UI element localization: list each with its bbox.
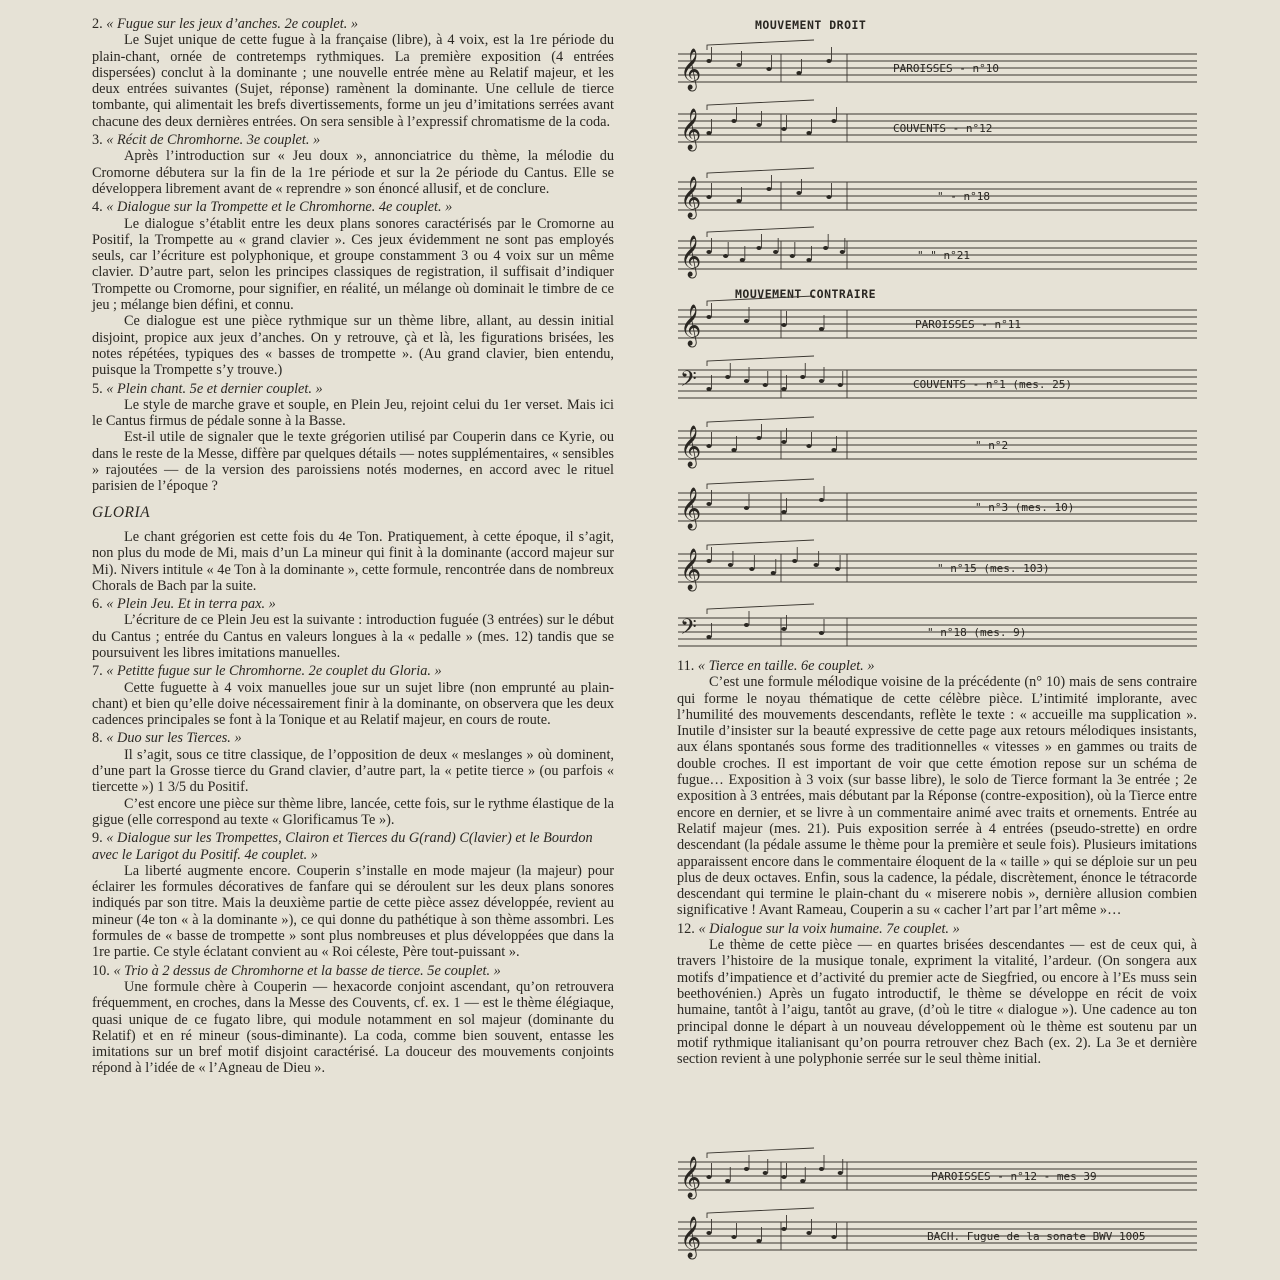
paragraph: L’écriture de ce Plein Jeu est la suivante : introduction fuguée (3 entrées) sur le début du Cantus ; entrée du Cantus en valeurs longues à la « pedalle » (mes. 12) tandis que se poursuivent les libres imitations manuelles. <box>92 612 614 661</box>
music-staff <box>678 40 1197 91</box>
paragraph: Le chant grégorien est cette fois du 4e Ton. Pratiquement, à cette époque, il s’agit, non plus du mode de Mi, mais d’un La mineur qui finit à la dominante (accord majeur sur Mi). Nivers intitule « 4e Ton à la dominante », cette formule, rencontrée dans de nombreux Chorals de Bach par la suite. <box>92 528 614 594</box>
heading-number: 11. <box>677 658 698 674</box>
note-head <box>792 559 797 563</box>
paragraph: Ce dialogue est une pièce rythmique sur un thème libre, allant, au dessin initial disjoint, propice aux jeux d’anches. On y retrouve, çà et là, les figurations brisées, les notes répétées, typiques des « basses de trompette ». (Au grand clavier, bien entendu, puisque la Trompette s’y trouve.) <box>92 313 614 379</box>
right-column <box>677 656 1197 1067</box>
note-head <box>819 498 824 502</box>
heading-number: 6. <box>92 596 107 613</box>
music-staff <box>678 1148 1197 1199</box>
heading-number: 8. <box>92 730 107 747</box>
paragraph: Le Sujet unique de cette fugue à la française (libre), à 4 voix, est la 1re période du plain-chant, ornée de contretemps rythmiques. La première exposition (4 entrées dispersées) conclut à la dominante ; une nouvelle entrée mène au Relatif majeur, et les deux entrées suivantes (Sujet, réponse) ramènent la dominante. Une cellule de tierce tombante, qui alimentait les brefs divertissements, forme un jeu d’imitations serrées avant chacune des deux dernières entrées. On sera sensible à l’expressif chromatisme de la coda. <box>92 32 614 130</box>
note-head <box>728 563 733 567</box>
paragraph: La liberté augmente encore. Couperin s’installe en mode majeur (la majeur) pour éclairer les formules décoratives de fanfare qui se déroulent sur les deux plans sonores indiqués par son titre. Mais la deuxième partie de cette pièce assez développée, revient au mineur (4e ton « à la dominante »), ce qui donne du pathétique à son thème assombri. Les formules de « basse de trompette » sont plus nombreuses et plus développées que dans la 1re partie. Ce style éclatant convient au « Roi céleste, Père tout-puissant ». <box>92 862 614 961</box>
bass-clef-icon: 𝄢 <box>680 615 697 645</box>
note-head <box>731 119 736 123</box>
note-head <box>806 1231 811 1235</box>
treble-clef-icon: 𝄞 <box>680 177 702 218</box>
note-head <box>706 131 711 135</box>
section-heading <box>92 830 614 863</box>
note-head <box>736 63 741 67</box>
note-head <box>706 195 711 199</box>
note-head <box>744 379 749 383</box>
heading-number: 5. <box>92 380 107 397</box>
music-staff <box>678 168 1197 219</box>
note-head <box>826 59 831 63</box>
music-staff <box>678 1208 1197 1259</box>
phrase-bracket <box>707 296 814 306</box>
section-heading <box>92 663 614 679</box>
heading-title: « Fugue sur les jeux d’anches. 2e couplet. » <box>106 16 359 32</box>
paragraph: Le dialogue s’établit entre les deux plans sonores caractérisés par le Cromorne au Positif, la Trompette au « grand clavier ». Ces jeux évidemment ne sont pas employés seuls, car l’écriture est polyphonique, et groupe constamment 3 ou 4 voix sur un même clavier. D’autre part, selon les principes classiques de registration, il suffisait d’indiquer Trompette ou Cromorne, pour signifier, en réalité, un mélange où dominait le timbre de ce jeu ; mélange bien défini, et connu. <box>92 215 614 314</box>
note-head <box>819 1167 824 1171</box>
staves-svg <box>675 0 1200 1280</box>
section-heading <box>92 381 614 397</box>
staff-label: " n°18 (mes. 9) <box>927 626 1027 639</box>
section-heading <box>92 199 614 215</box>
section-title: GLORIA <box>92 503 151 521</box>
heading-title: « Dialogue sur la voix humaine. 7e couplet. » <box>698 920 960 937</box>
treble-clef-icon: 𝄞 <box>680 109 702 150</box>
note-head <box>806 258 811 262</box>
staff-label: " " n°21 <box>917 249 970 262</box>
staff-label: BACH. Fugue de la sonate BWV 1005 <box>927 1230 1146 1243</box>
phrase-bracket <box>707 604 814 614</box>
note-head <box>781 323 786 327</box>
paragraph: C’est encore une pièce sur thème libre, lancée, cette fois, sur le rythme élastique de la gigue (elle correspond au texte « Glorificamus Te »). <box>92 795 614 828</box>
note-head <box>763 383 768 387</box>
heading-number: 12. <box>677 920 699 937</box>
section-heading <box>92 596 614 612</box>
note-head <box>823 246 828 250</box>
phrase-bracket <box>707 479 814 489</box>
music-staff <box>678 417 1197 468</box>
note-head <box>831 119 836 123</box>
note-head <box>749 567 754 571</box>
note-head <box>744 506 749 510</box>
heading-title: « Trio à 2 dessus de Chromhorne et la basse de tierce. 5e couplet. » <box>113 962 501 979</box>
music-staff <box>678 356 1197 398</box>
note-head <box>744 319 749 323</box>
note-head <box>771 571 776 575</box>
left-column <box>92 14 614 1077</box>
bass-clef-icon: 𝄢 <box>680 367 697 397</box>
music-staff <box>678 604 1197 646</box>
note-head <box>796 71 801 75</box>
treble-clef-icon: 𝄞 <box>680 1157 702 1198</box>
heading-title: « Dialogue sur les Trompettes, Clairon et Tierces du G(rand) C(lavier) et le Bourdon avec le Larigot du Positif. 4e couplet. » <box>92 830 593 863</box>
staff-label: " n°2 <box>975 439 1009 452</box>
note-head <box>725 375 730 379</box>
phrase-bracket <box>707 227 814 237</box>
note-head <box>773 250 778 254</box>
heading-number: 7. <box>92 663 107 680</box>
note-head <box>731 1235 736 1239</box>
section-heading <box>677 658 1197 674</box>
heading-title: « Dialogue sur la Trompette et le Chromhorne. 4e couplet. » <box>106 199 453 216</box>
staff-label: PAROISSES - n°10 <box>893 62 999 75</box>
staff-label: COUVENTS - n°1 (mes. 25) <box>913 378 1072 391</box>
note-head <box>814 563 819 567</box>
treble-clef-icon: 𝄞 <box>680 426 702 467</box>
note-head <box>706 1231 711 1235</box>
heading-title: « Tierce en taille. 6e couplet. » <box>697 658 875 674</box>
paragraph: Est-il utile de signaler que le texte grégorien utilisé par Couperin dans ce Kyrie, ou dans le reste de la Messe, diffère par quelques détails — notes supplémentaires, « sensibles » rajoutées — de la version des paroissiens notés modernes, en accord avec le rituel parisien de l’époque ? <box>92 429 614 495</box>
note-head <box>740 258 745 262</box>
music-staff <box>678 540 1197 591</box>
note-head <box>790 254 795 258</box>
treble-clef-icon: 𝄞 <box>680 1217 702 1258</box>
note-head <box>796 191 801 195</box>
paragraph: Cette fuguette à 4 voix manuelles joue sur un sujet libre (non emprunté au plain-chant) et bien qu’elle doive nécessairement finir à la dominante, on observera que les deux cadences principales se font à la Tonique et au Relatif majeur, en cours de route. <box>92 679 614 729</box>
note-head <box>800 1179 805 1183</box>
note-head <box>736 199 741 203</box>
heading-number: 9. <box>92 830 107 847</box>
note-head <box>781 1227 786 1231</box>
paragraph: Une formule chère à Couperin — hexacorde conjoint ascendant, qu’on retrouvera fréquemment, en croches, dans la Messe des Couvents, cf. ex. 1 — est le thème élégiaque, quasi unique de ce fugato libre, qui module notamment en sol majeur (dominante du Relatif) et en ré mineur (sous-diminante). La coda, comme bien souvent, entasse les imitations sur un bref motif disjoint caractérisé. La douceur des mouvements conjoints répond à l’idée de « l’Agneau de Dieu ». <box>92 978 614 1077</box>
note-head <box>744 1167 749 1171</box>
phrase-bracket <box>707 356 814 366</box>
music-staff <box>678 227 1197 278</box>
note-head <box>840 250 845 254</box>
note-head <box>756 246 761 250</box>
staff-label: " n°15 (mes. 103) <box>937 562 1050 575</box>
note-head <box>706 387 711 391</box>
section-heading <box>92 730 614 746</box>
staff-label: " - n°18 <box>937 190 990 203</box>
note-head <box>706 1175 711 1179</box>
heading-number: 4. <box>92 199 107 216</box>
section-heading <box>677 921 1197 937</box>
music-staff <box>678 100 1197 151</box>
note-head <box>831 1235 836 1239</box>
music-staff <box>678 479 1197 530</box>
note-head <box>723 254 728 258</box>
heading-title: « Duo sur les Tierces. » <box>106 730 242 747</box>
paragraph: Après l’introduction sur « Jeu doux », annonciatrice du thème, la mélodie du Cromorne débutera sur la fin de la 1re période et sur la 2e période du Cantus. Elle se développera librement avant de « reprendre » son énoncé allusif, et de conclure. <box>92 148 614 197</box>
section-heading <box>92 963 614 979</box>
note-head <box>781 1175 786 1179</box>
heading-number: 2. <box>92 16 107 32</box>
heading-mouvement-contraire: MOUVEMENT CONTRAIRE <box>735 287 877 301</box>
phrase-bracket <box>707 1208 814 1218</box>
note-head <box>819 327 824 331</box>
note-head <box>806 131 811 135</box>
note-head <box>756 1239 761 1243</box>
note-head <box>706 635 711 639</box>
music-staff <box>678 296 1197 347</box>
phrase-bracket <box>707 540 814 550</box>
note-head <box>766 67 771 71</box>
paragraph: Il s’agit, sous ce titre classique, de l’opposition de deux « meslanges » où dominent, d’une part la Grosse tierce du Grand clavier, d’autre part, la « petite tierce » (ou parfois « tiercette ») 1 3/5 du Positif. <box>92 746 614 796</box>
note-head <box>706 444 711 448</box>
note-head <box>706 315 711 319</box>
paragraph: C’est une formule mélodique voisine de la précédente (n° 10) mais de sens contraire qui forme le noyau thématique de cette célèbre pièce. L’intimité implorante, avec l’humilité des mouvements descendants, reflète le texte : « accueille ma supplication ». Inutile d’insister sur la beauté expressive de cette page aux retours mélodiques insistants, aux élans spontanés sous forme des traditionnelles « vitesses » en gammes ou traits de double croches. Il est important de voir que cette émotion repose sur un schéma de fugue… Exposition à 3 voix (sur basse libre), le solo de Tierce formant la 3e entrée ; 2e exposition à 3 entrées, mais débutant par la Réponse (contre-exposition), où la Tierce entre encore en dernier, et se livre à un commentaire animé avec traits et ornements. Entrée au Relatif majeur (mes. 21). Puis exposition serrée à 4 entrées (pseudo-strette) en ordre descendant (la pédale assume le thème pour la première et seule fois). Plusieurs imitations apparaissent encore dans le commentaire éloquent de la « taille » qui se déploie sur un peu plus de deux octaves. Enfin, sous la cadence, la pédale, discrètement, énonce le tétracorde descendant qui termine le plain-chant du « miserere nobis », dernière allusion combien significative ! Avant Rameau, Couperin a su « cacher l’art par l’art même »… <box>677 674 1197 919</box>
phrase-bracket <box>707 100 814 110</box>
note-head <box>800 375 805 379</box>
note-head <box>831 448 836 452</box>
note-head <box>706 250 711 254</box>
note-head <box>763 1171 768 1175</box>
note-head <box>725 1179 730 1183</box>
note-head <box>835 567 840 571</box>
staff-label: " n°3 (mes. 10) <box>975 501 1075 514</box>
note-head <box>731 448 736 452</box>
phrase-bracket <box>707 168 814 178</box>
note-head <box>766 187 771 191</box>
note-head <box>819 631 824 635</box>
note-head <box>781 387 786 391</box>
phrase-bracket <box>707 417 814 427</box>
heading-title: « Plein chant. 5e et dernier couplet. » <box>106 380 323 397</box>
heading-title: « Plein Jeu. Et in terra pax. » <box>106 596 276 613</box>
section-heading <box>92 132 614 148</box>
heading-title: « Petitte fugue sur le Chromhorne. 2e couplet du Gloria. » <box>106 663 442 680</box>
treble-clef-icon: 𝄞 <box>680 305 702 346</box>
section-heading <box>92 16 614 32</box>
heading-number: 10. <box>92 962 114 979</box>
note-head <box>838 383 843 387</box>
note-head <box>781 627 786 631</box>
note-head <box>838 1171 843 1175</box>
phrase-bracket <box>707 1148 814 1158</box>
note-head <box>706 559 711 563</box>
note-head <box>744 623 749 627</box>
paragraph: Le thème de cette pièce — en quartes brisées descendantes — est de ceux qui, à travers l’histoire de la musique tonale, expriment la vitalité, l’ardeur. (On songera aux motifs d’impatience et d’activité du premier acte de Siegfried, ou encore à l’Es muss sein beethovénien.) Après un fugato introductif, le thème se développe en récit de voix humaine, tantôt à l’aigu, tantôt au grave, (d’où le titre « dialogue »). Une cadence au ton principal donne le départ à un nouveau développement où le thème est soutenu par un motif rythmique italianisant qu’on pourra retrouver chez Bach (ex. 2). La 3e et dernière section revient à une polyphonie serrée sur le seul thème initial. <box>677 937 1197 1068</box>
note-head <box>781 440 786 444</box>
heading-number: 3. <box>92 132 107 149</box>
note-head <box>819 379 824 383</box>
heading-title: « Récit de Chromhorne. 3e couplet. » <box>106 132 321 149</box>
note-head <box>781 127 786 131</box>
note-head <box>706 502 711 506</box>
note-head <box>706 59 711 63</box>
staff-label: COUVENTS - n°12 <box>893 122 993 135</box>
treble-clef-icon: 𝄞 <box>680 488 702 529</box>
staff-label: PAROISSES - n°11 <box>915 318 1021 331</box>
staff-label: PAROISSES - n°12 - mes 39 <box>931 1170 1097 1183</box>
note-head <box>756 436 761 440</box>
phrase-bracket <box>707 40 814 50</box>
note-head <box>756 123 761 127</box>
note-head <box>781 510 786 514</box>
treble-clef-icon: 𝄞 <box>680 49 702 90</box>
music-examples <box>675 0 1200 1280</box>
note-head <box>806 444 811 448</box>
treble-clef-icon: 𝄞 <box>680 549 702 590</box>
paragraph: Le style de marche grave et souple, en Plein Jeu, rejoint celui du 1er verset. Mais ici le Cantus firmus de pédale sonne à la Basse. <box>92 396 614 430</box>
treble-clef-icon: 𝄞 <box>680 236 702 277</box>
heading-mouvement-droit: MOUVEMENT DROIT <box>755 18 867 32</box>
note-head <box>826 195 831 199</box>
